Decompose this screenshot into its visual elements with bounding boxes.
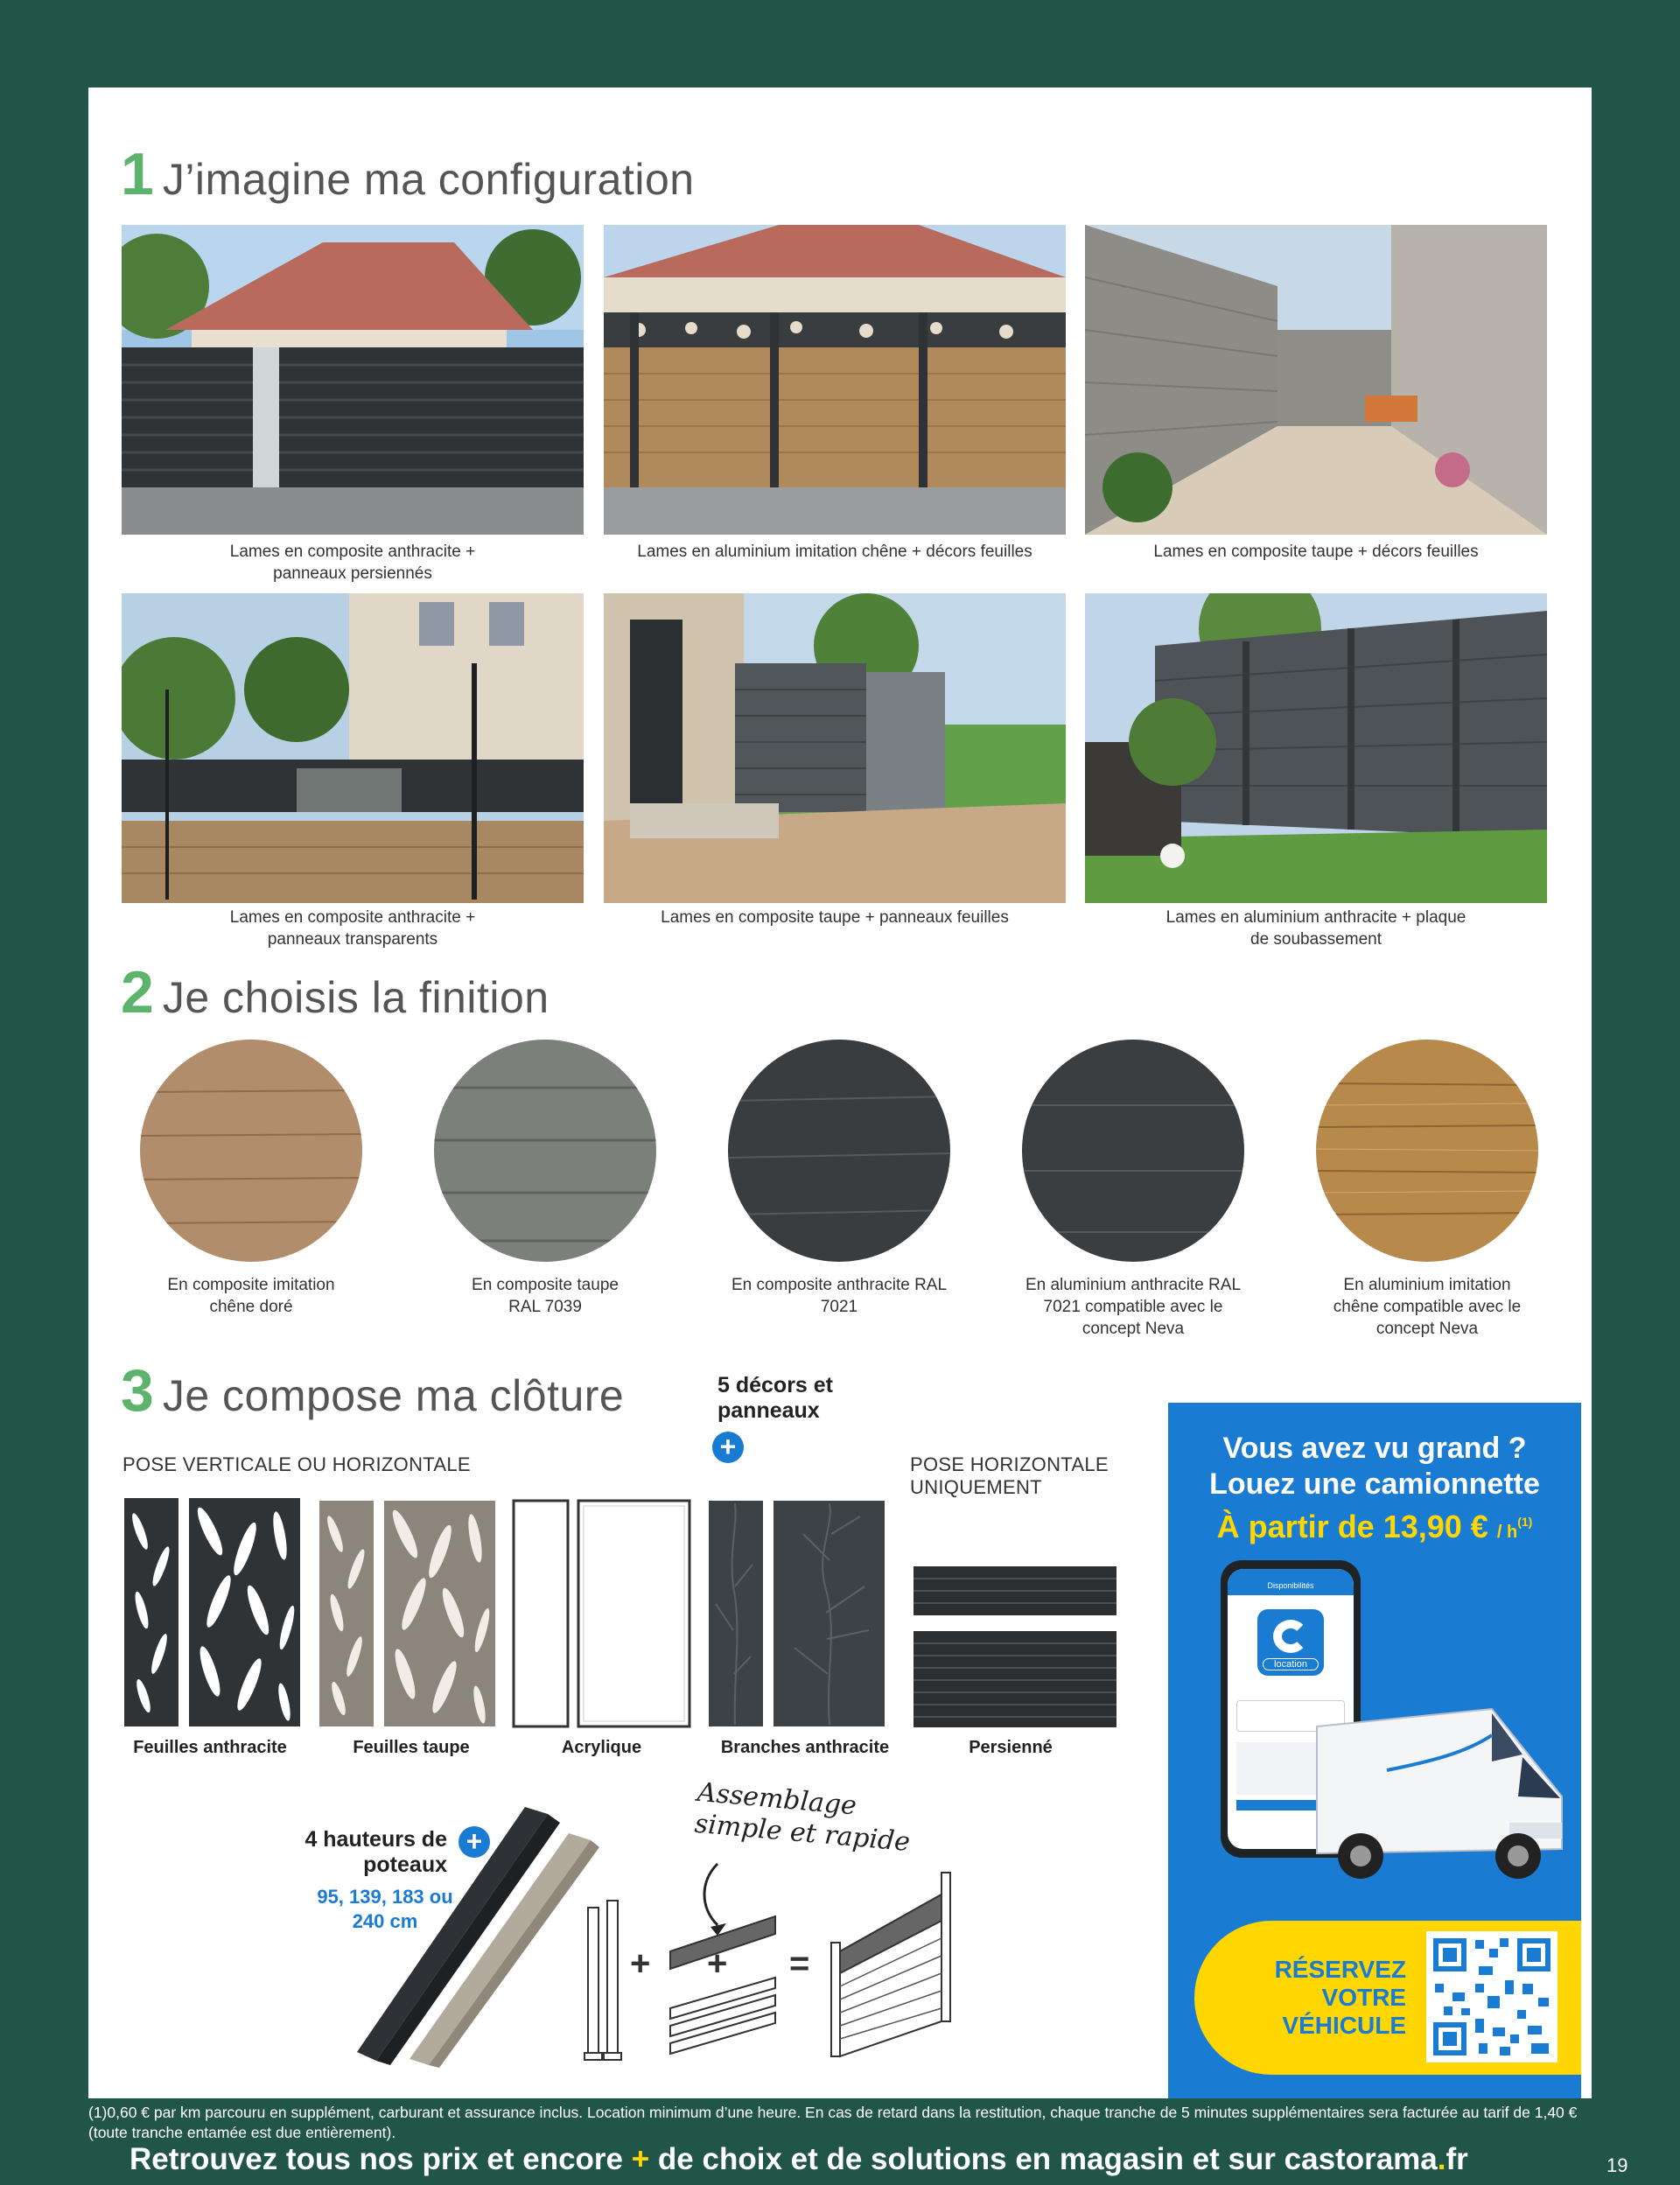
photo-config-4-caption: Lames en composite anthracite + panneaux transparents bbox=[229, 908, 476, 949]
photo-config-4 bbox=[122, 593, 584, 903]
posts-illustration bbox=[350, 1798, 612, 2069]
posts-heights: 95, 139, 183 ou 240 cm bbox=[317, 1886, 453, 1932]
finish-caption-1: En composite imitation chêne doré bbox=[167, 1276, 335, 1316]
photo-config-6-caption: Lames en aluminium anthracite + plaque de soubassement bbox=[1166, 908, 1466, 949]
panel-feuilles-anthracite bbox=[122, 1496, 302, 1728]
panel-label-acrylique: Acrylique bbox=[561, 1738, 642, 1757]
section1-heading bbox=[121, 141, 695, 207]
section1-title: J’imagine ma configuration bbox=[162, 155, 695, 204]
assembly-plus-1: + bbox=[630, 1944, 651, 1983]
section3-heading bbox=[121, 1357, 625, 1424]
app-header: Disponibilités bbox=[1228, 1569, 1354, 1595]
reserve-vehicle-button[interactable] bbox=[1194, 1921, 1581, 2075]
reservation-qr-code[interactable] bbox=[1426, 1931, 1558, 2062]
promo-title-line1: Vous avez vu grand ? bbox=[1222, 1432, 1527, 1465]
finish-caption-3: En composite anthracite RAL 7021 bbox=[731, 1276, 948, 1316]
panel-feuilles-taupe bbox=[318, 1499, 497, 1728]
assembly-note: Assemblage simple et rapide bbox=[693, 1776, 912, 1859]
page-number: 19 bbox=[1606, 2154, 1628, 2176]
footer-slogan-part2: de choix et de solutions en magasin et sur castorama bbox=[649, 2142, 1438, 2176]
panel-acrylique bbox=[512, 1499, 691, 1728]
footer-plus-icon: + bbox=[631, 2142, 650, 2176]
finish-caption-5: En aluminium imitation chêne compatible avec le concept Neva bbox=[1333, 1276, 1522, 1338]
posts-plus-icon: + bbox=[458, 1826, 490, 1858]
assembly-equals: = bbox=[789, 1944, 810, 1983]
posts-heading: 4 hauteurs de poteaux bbox=[304, 1827, 447, 1877]
section2-heading bbox=[121, 959, 550, 1026]
promo-price bbox=[1168, 1504, 1581, 1550]
promo-title-line2: Louez une camionnette bbox=[1209, 1467, 1540, 1501]
photo-config-6 bbox=[1085, 593, 1547, 903]
finish-swatch-chene-dore bbox=[140, 1040, 362, 1262]
promo-footnote-mark: (1) bbox=[1517, 1515, 1533, 1529]
app-logo bbox=[1257, 1609, 1324, 1676]
promo-price-value: À partir de 13,90 € bbox=[1216, 1509, 1488, 1544]
footer-dot: . bbox=[1437, 2142, 1446, 2176]
decor-plus-icon: + bbox=[712, 1432, 744, 1463]
photo-config-3-caption: Lames en composite taupe + décors feuilles bbox=[1153, 543, 1479, 561]
footer-slogan-part1: Retrouvez tous nos prix et encore bbox=[130, 2142, 632, 2176]
finish-swatch-taupe bbox=[434, 1040, 656, 1262]
photo-config-2-caption: Lames en aluminium imitation chêne + décors feuilles bbox=[637, 543, 1032, 561]
panel-label-persienne: Persienné bbox=[969, 1738, 1053, 1757]
assembly-plus-2: + bbox=[707, 1944, 728, 1983]
van-rental-promo[interactable] bbox=[1168, 1403, 1581, 2098]
photo-config-3 bbox=[1085, 225, 1547, 535]
reserve-vehicle-label: RÉSERVEZ VOTRE VÉHICULE bbox=[1274, 1956, 1406, 2039]
promo-title bbox=[1168, 1431, 1581, 1502]
finish-caption-4: En aluminium anthracite RAL 7021 compatible avec le concept Neva bbox=[1025, 1276, 1242, 1338]
section1-number: 1 bbox=[121, 141, 154, 207]
footer-tld: fr bbox=[1446, 2142, 1468, 2176]
panel-label-branches-anthracite: Branches anthracite bbox=[720, 1738, 890, 1757]
finish-caption-2: En composite taupe RAL 7039 bbox=[472, 1276, 619, 1316]
finish-swatch-chene-aluminium bbox=[1316, 1040, 1538, 1262]
app-logo-label: location bbox=[1263, 1658, 1319, 1670]
section2-title: Je choisis la finition bbox=[162, 973, 550, 1022]
photo-config-2 bbox=[604, 225, 1066, 535]
promo-price-unit: / h bbox=[1496, 1523, 1518, 1542]
decor-heading: 5 décors et panneaux bbox=[718, 1373, 834, 1423]
photo-config-1 bbox=[122, 225, 584, 535]
footer-slogan bbox=[130, 2142, 1468, 2177]
photo-config-1-caption: Lames en composite anthracite + panneaux persiennés bbox=[229, 543, 476, 583]
van-illustration bbox=[1299, 1700, 1571, 1893]
finish-swatch-anthracite-aluminium bbox=[1022, 1040, 1244, 1262]
section2-number: 2 bbox=[121, 959, 154, 1026]
section3-number: 3 bbox=[121, 1357, 154, 1424]
pose-horizontal-label: POSE HORIZONTALE UNIQUEMENT bbox=[910, 1453, 1109, 1498]
panel-label-feuilles-taupe: Feuilles taupe bbox=[353, 1738, 470, 1757]
photo-config-5-caption: Lames en composite taupe + panneaux feuilles bbox=[661, 908, 1009, 927]
panel-label-feuilles-anthracite: Feuilles anthracite bbox=[133, 1738, 287, 1757]
legal-footnote: (1)0,60 € par km parcouru en supplément, carburant et assurance inclus. Location minimum d’une heure. En cas de retard dans la restitution, chaque tranche de 5 minutes supplémentaires sera facturée au tarif de 1,40 € (toute tranche entamée est due entièrement). bbox=[88, 2104, 1578, 2141]
panel-branches-anthracite bbox=[707, 1499, 886, 1728]
pose-vertical-label: POSE VERTICALE OU HORIZONTALE bbox=[122, 1453, 471, 1475]
photo-config-5 bbox=[604, 593, 1066, 903]
panel-persienne bbox=[912, 1565, 1118, 1733]
finish-swatch-anthracite-composite bbox=[728, 1040, 950, 1262]
section3-title: Je compose ma clôture bbox=[162, 1371, 625, 1420]
